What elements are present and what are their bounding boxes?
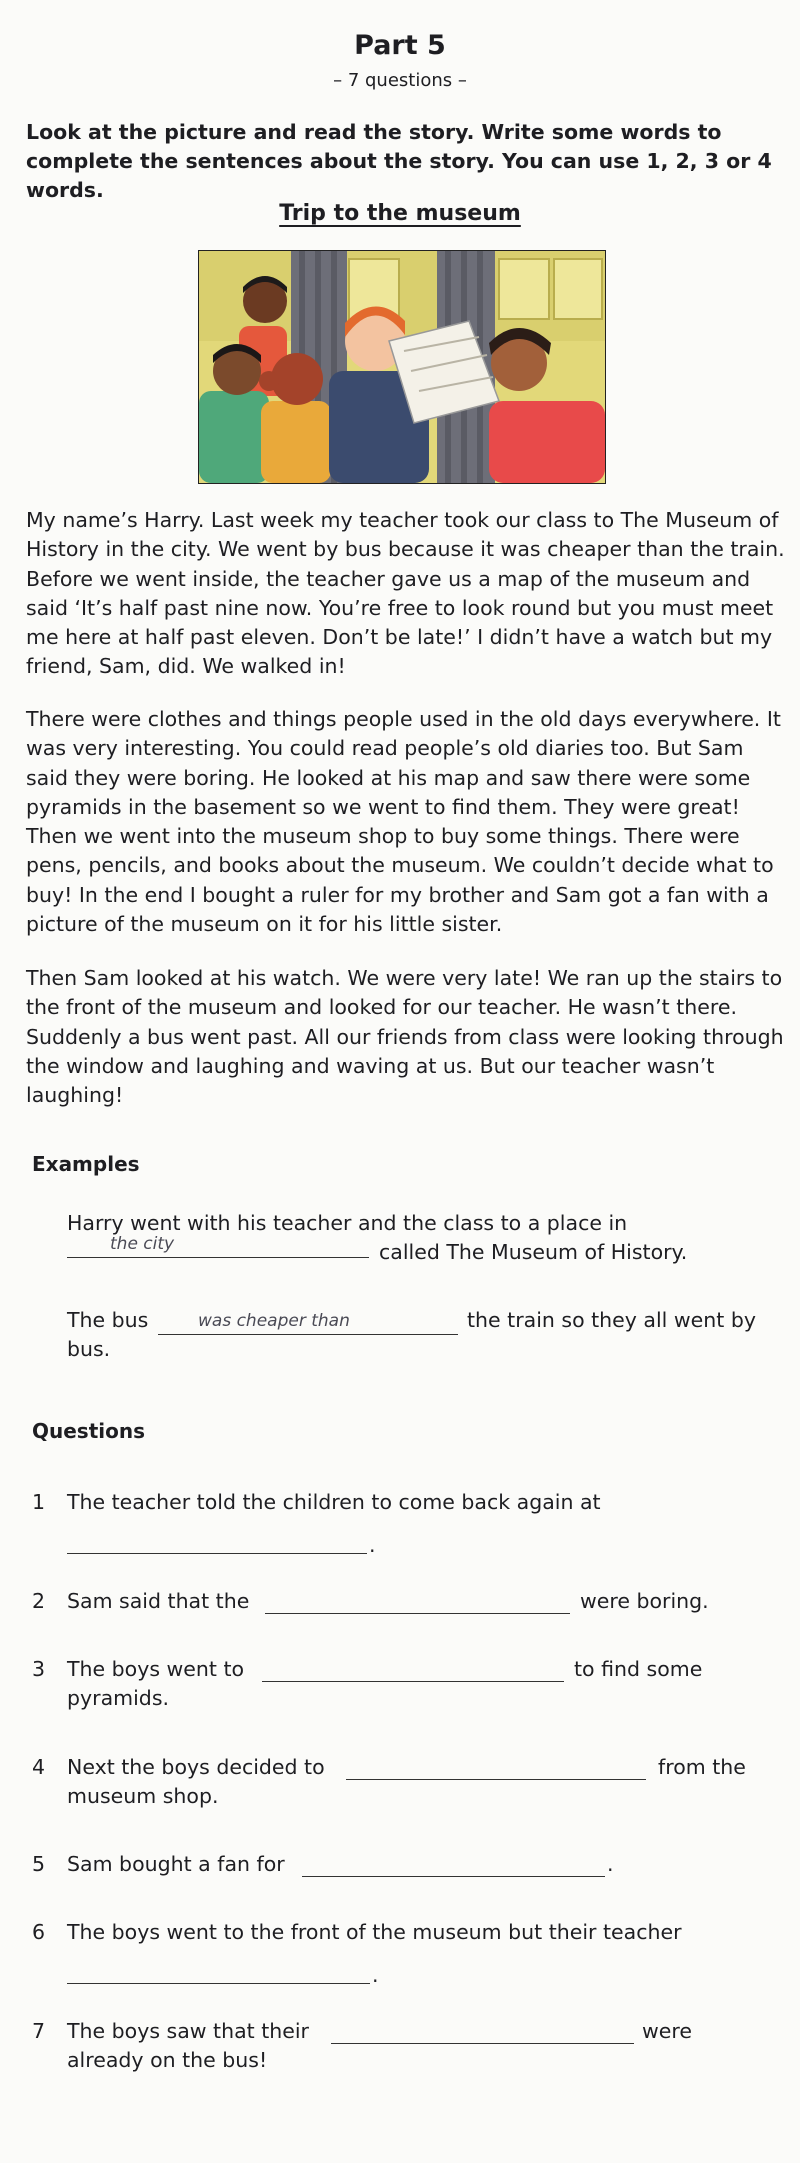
question-3-line2: pyramids.	[67, 1686, 170, 1710]
question-7-text: The boys saw that their	[67, 2019, 309, 2043]
question-6-text: The boys went to the front of the museum but their teacher	[67, 1920, 682, 1944]
question-7-answer-blank[interactable]	[331, 2043, 634, 2044]
question-4-text: Next the boys decided to	[67, 1755, 325, 1779]
story-illustration	[198, 250, 606, 484]
page-title: Part 5	[354, 30, 446, 61]
story-paragraph-1: My name’s Harry. Last week my teacher took our class to The Museum of History in the city. We went by bus because it was cheaper than the train. Before we went inside, the teacher gave us a map of the museum and said ‘It’s half past nine now. You’re free to look round but you must meet me here at half past eleven. Don’t be late!’ I didn’t have a watch but my friend, Sam, did. We walked in!	[26, 508, 785, 679]
question-1-text: The teacher told the children to come back again at	[67, 1490, 601, 1514]
example-2-answer: was cheaper than	[198, 1311, 350, 1331]
question-1-answer-blank[interactable]	[67, 1553, 367, 1554]
question-7-number: 7	[32, 2019, 46, 2043]
example-2-blank	[158, 1334, 458, 1335]
question-5-number: 5	[32, 1852, 46, 1876]
example-1-text: Harry went with his teacher and the class to a place in	[67, 1211, 628, 1235]
question-2-after: were boring.	[580, 1589, 709, 1613]
example-1-after: called The Museum of History.	[379, 1240, 688, 1264]
question-2-answer-blank[interactable]	[265, 1613, 570, 1614]
question-2-number: 2	[32, 1589, 46, 1613]
question-3-answer-blank[interactable]	[262, 1681, 564, 1682]
question-count: – 7 questions –	[333, 70, 467, 91]
question-3-number: 3	[32, 1657, 46, 1681]
question-6-answer-blank[interactable]	[67, 1983, 370, 1984]
question-6-after: .	[372, 1963, 379, 1987]
question-4-after: from the	[658, 1755, 746, 1779]
question-3-after: to find some	[574, 1657, 703, 1681]
question-4-line2: museum shop.	[67, 1784, 219, 1808]
question-5-text: Sam bought a fan for	[67, 1852, 285, 1876]
question-7-line2: already on the bus!	[67, 2048, 268, 2072]
question-3-text: The boys went to	[67, 1657, 245, 1681]
question-1-after: .	[369, 1533, 376, 1557]
instructions: Look at the picture and read the story. Write some words to complete the sentences about the story. You can use 1, 2, 3 or 4 words.	[26, 120, 772, 202]
example-1-blank	[67, 1257, 369, 1258]
question-2-text: Sam said that the	[67, 1589, 250, 1613]
example-2-text: The bus	[67, 1308, 149, 1332]
question-6-number: 6	[32, 1920, 46, 1944]
questions-heading: Questions	[32, 1419, 146, 1443]
story-paragraph-2: There were clothes and things people used in the old days everywhere. It was very interesting. You could read people’s old diaries too. But Sam said they were boring. He looked at his map and saw there were some pyramids in the basement so we went to find them. They were great! Then we went into the museum shop to buy some things. There were pens, pencils, and books about the museum. We couldn’t decide what to buy! In the end I bought a ruler for my brother and Sam got a fan with a picture of the museum on it for his little sister.	[26, 707, 781, 937]
examples-heading: Examples	[32, 1152, 140, 1176]
question-5-after: .	[607, 1852, 614, 1876]
question-5-answer-blank[interactable]	[302, 1876, 605, 1877]
example-1-answer: the city	[110, 1234, 175, 1254]
museum-kids-illustration	[199, 251, 605, 483]
story-paragraph-3: Then Sam looked at his watch. We were very late! We ran up the stairs to the front of the museum and looked for our teacher. He wasn’t there. Suddenly a bus went past. All our friends from class were looking through the window and laughing and waving at us. But our teacher wasn’t laughing!	[26, 966, 784, 1108]
example-2-after: the train so they all went by	[467, 1308, 756, 1332]
question-4-answer-blank[interactable]	[346, 1779, 646, 1780]
question-4-number: 4	[32, 1755, 46, 1779]
story-title: Trip to the museum	[279, 201, 521, 226]
example-2-line2: bus.	[67, 1337, 111, 1361]
question-1-number: 1	[32, 1490, 46, 1514]
question-7-after: were	[642, 2019, 692, 2043]
